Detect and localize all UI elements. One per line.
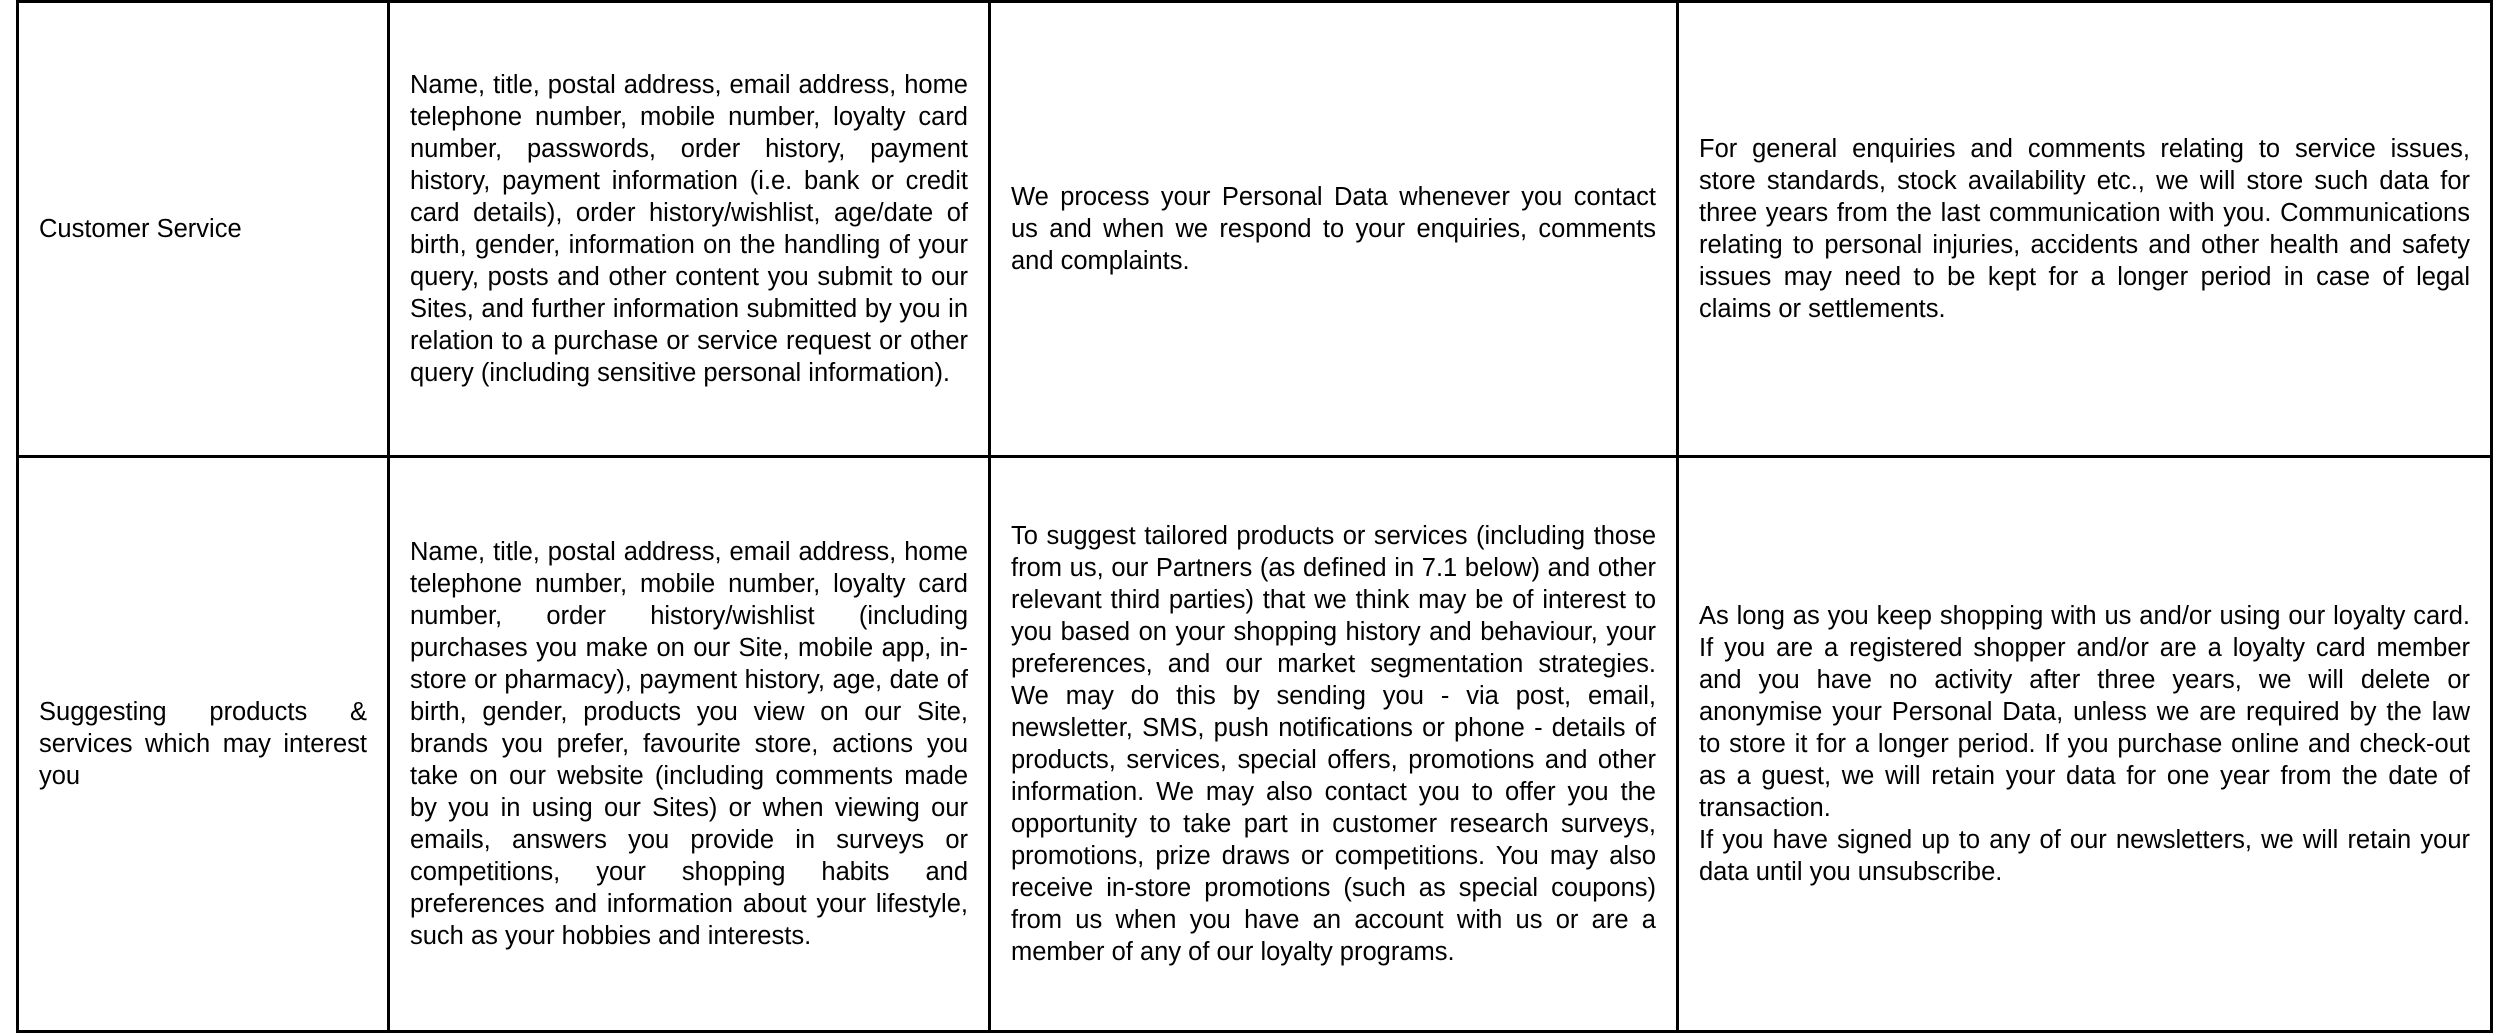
retention-text-newsletter: If you have signed up to any of our newsletters, we will retain your data until you unsubscribe. bbox=[1699, 826, 2470, 886]
data-collected-text: Name, title, postal address, email address, home telephone number, mobile number, loyalty card number, passwords, order history, payment history, payment information (i.e. bank or credit card details), order history/wishlist, age/date of birth, gender, information on the handling of your query, posts and other content you submit to our Sites, and further information submitted by you in relation to a purchase or service request or other query (including sensitive personal information). bbox=[410, 71, 968, 387]
retention-text: For general enquiries and comments relating to service issues, store standards, stock availability etc., we will store such data for three years from the last communication with you. Communications relating to personal injuries, accidents and other health and safety issues may need to be kept for a longer period in case of legal claims or settlements. bbox=[1699, 135, 2470, 323]
table-row bbox=[18, 2, 2492, 457]
processing-cell bbox=[990, 457, 1678, 1032]
table-row bbox=[18, 457, 2492, 1032]
data-collected-text: Name, title, postal address, email address, home telephone number, mobile number, loyalty card number, order history/wishlist (including purchases you make on our Site, mobile app, in-store or pharmacy), payment history, age, date of birth, gender, products you view on our Site, brands you prefer, favourite store, actions you take on our website (including comments made by you in using our Sites) or when viewing our emails, answers you provide in surveys or competitions, your shopping habits and preferences and information about your lifestyle, such as your hobbies and interests. bbox=[410, 538, 968, 950]
retention-cell bbox=[1678, 2, 2492, 457]
processing-cell bbox=[990, 2, 1678, 457]
retention-cell bbox=[1678, 457, 2492, 1032]
purpose-text: Suggesting products & services which may interest you bbox=[39, 698, 367, 790]
processing-text: We process your Personal Data whenever you contact us and when we respond to your enquiries, comments and complaints. bbox=[1011, 183, 1656, 275]
processing-text: To suggest tailored products or services (including those from us, our Partners (as defined in 7.1 below) and other relevant third parties) that we think may be of interest to you based on your shopping history and behaviour, your preferences, and our market segmentation strategies. We may do this by sending you - via post, email, newsletter, SMS, push notifications or phone - details of products, services, special offers, promotions and other information. We may also contact you to offer you the opportunity to take part in customer research surveys, promotions, prize draws or competitions. You may also receive in-store promotions (such as special coupons) from us when you have an account with us or are a member of any of our loyalty programs. bbox=[1011, 522, 1656, 966]
data-collected-cell bbox=[389, 2, 990, 457]
data-collected-cell bbox=[389, 457, 990, 1032]
retention-text: As long as you keep shopping with us and/or using our loyalty card. If you are a registered shopper and/or are a loyalty card member and you have no activity after three years, we will delete or anonymise your Personal Data, unless we are required by the law to store it for a longer period. If you purchase online and check-out as a guest, we will retain your data for one year from the date of transaction. bbox=[1699, 602, 2470, 822]
purpose-cell bbox=[18, 457, 389, 1032]
purpose-cell bbox=[18, 2, 389, 457]
purpose-text: Customer Service bbox=[39, 215, 242, 243]
data-processing-table bbox=[16, 0, 2493, 1033]
